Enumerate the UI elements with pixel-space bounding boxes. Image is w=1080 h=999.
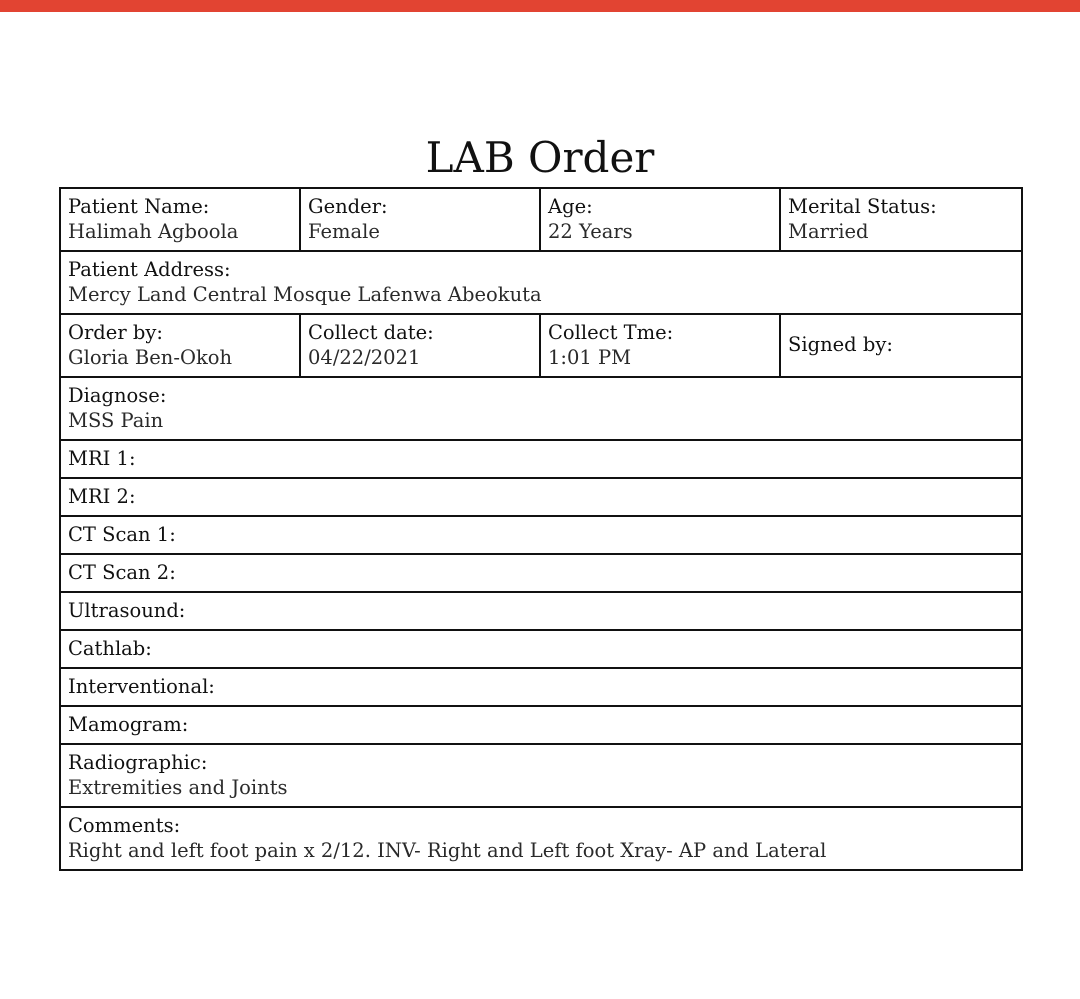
cathlab-label: Cathlab: [68, 636, 152, 660]
diagnose-cell [60, 377, 1022, 440]
radiographic-label: Radiographic: [68, 751, 208, 774]
patient-name-value: Halimah Agboola [68, 219, 239, 243]
mamogram-cell [60, 706, 1022, 744]
marital-status-cell [780, 188, 1022, 251]
radiographic-value: Extremities and Joints [68, 775, 288, 799]
mri1-cell [60, 440, 1022, 478]
page-title: LAB Order [425, 133, 655, 183]
order-by-label: Order by: [68, 321, 163, 344]
age-value: 22 Years [548, 219, 633, 243]
marital-status-label: Merital Status: [788, 195, 937, 218]
ultrasound-row [60, 592, 1022, 630]
diagnose-label: Diagnose: [68, 384, 167, 407]
signed-by-label: Signed by: [788, 333, 893, 357]
ct-scan2-row [60, 554, 1022, 592]
top-accent-bar [0, 0, 1080, 12]
patient-address-cell [60, 251, 1022, 314]
gender-value: Female [308, 219, 380, 243]
comments-row [60, 807, 1022, 870]
mamogram-row [60, 706, 1022, 744]
signed-by-cell [780, 314, 1022, 377]
order-by-cell [60, 314, 300, 377]
collect-date-label: Collect date: [308, 321, 434, 344]
comments-value: Right and left foot pain x 2/12. INV- Right and Left foot Xray- AP and Lateral [68, 838, 827, 862]
diagnose-row [60, 377, 1022, 440]
marital-status-value: Married [788, 219, 869, 243]
collect-date-value: 04/22/2021 [308, 345, 421, 369]
patient-name-label: Patient Name: [68, 195, 210, 218]
mri2-cell [60, 478, 1022, 516]
radiographic-cell [60, 744, 1022, 807]
radiographic-row [60, 744, 1022, 807]
ct-scan2-cell [60, 554, 1022, 592]
order-info-row [60, 314, 1022, 377]
collect-date-cell [300, 314, 540, 377]
mri2-row [60, 478, 1022, 516]
ct-scan1-row [60, 516, 1022, 554]
mri1-row [60, 440, 1022, 478]
gender-label: Gender: [308, 195, 388, 218]
lab-order-table [59, 187, 1023, 871]
ct-scan1-cell [60, 516, 1022, 554]
diagnose-value: MSS Pain [68, 408, 164, 432]
address-row [60, 251, 1022, 314]
age-cell [540, 188, 780, 251]
cathlab-cell [60, 630, 1022, 668]
gender-cell [300, 188, 540, 251]
cathlab-row [60, 630, 1022, 668]
ct-scan1-label: CT Scan 1: [68, 522, 176, 546]
ct-scan2-label: CT Scan 2: [68, 560, 176, 584]
patient-address-label: Patient Address: [68, 258, 231, 281]
mri1-label: MRI 1: [68, 446, 136, 470]
collect-time-value: 1:01 PM [548, 345, 632, 369]
ultrasound-cell [60, 592, 1022, 630]
interventional-row [60, 668, 1022, 706]
age-label: Age: [548, 195, 593, 218]
interventional-label: Interventional: [68, 674, 215, 698]
ultrasound-label: Ultrasound: [68, 598, 186, 622]
interventional-cell [60, 668, 1022, 706]
collect-time-cell [540, 314, 780, 377]
patient-info-row [60, 188, 1022, 251]
comments-cell [60, 807, 1022, 870]
patient-address-value: Mercy Land Central Mosque Lafenwa Abeokuta [68, 282, 542, 306]
mri2-label: MRI 2: [68, 484, 136, 508]
order-by-value: Gloria Ben-Okoh [68, 345, 233, 369]
patient-name-cell [60, 188, 300, 251]
mamogram-label: Mamogram: [68, 712, 189, 736]
comments-label: Comments: [68, 814, 181, 837]
collect-time-label: Collect Tme: [548, 321, 674, 344]
